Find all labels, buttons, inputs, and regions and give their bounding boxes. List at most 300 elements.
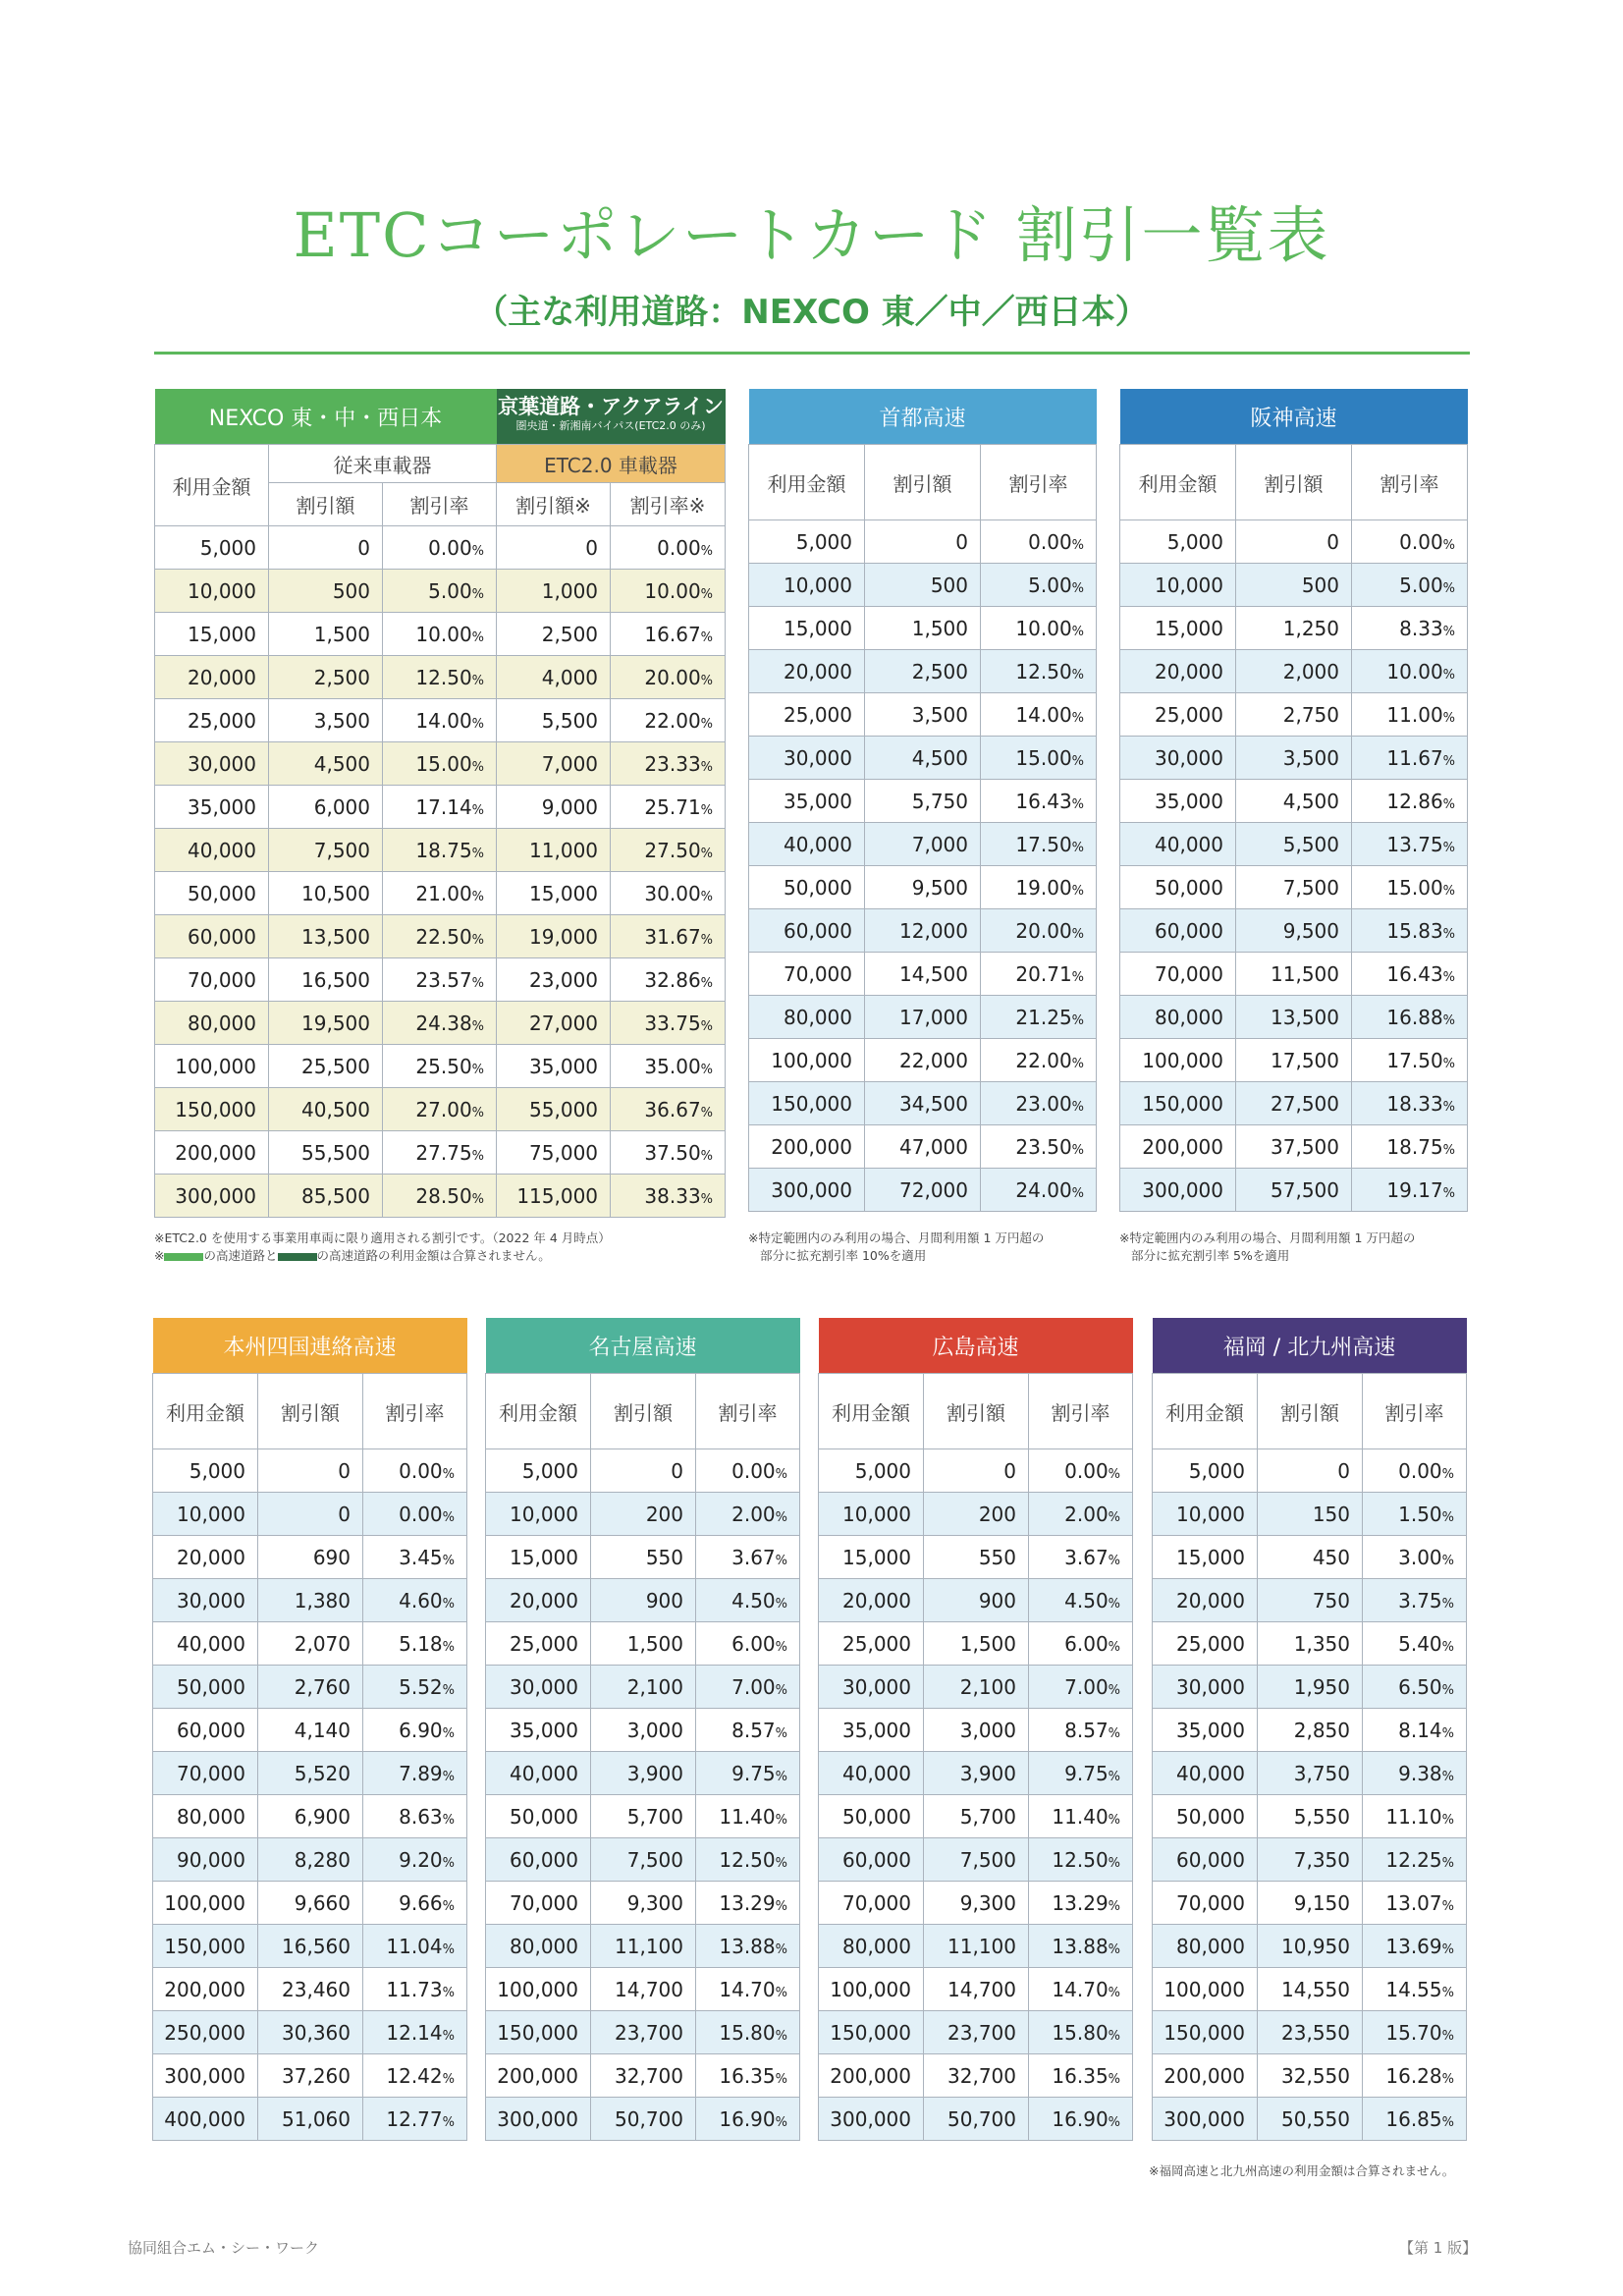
cell-amount: 70,000 xyxy=(155,958,269,1002)
table-row xyxy=(155,613,726,656)
cell-rate: 9.75 % xyxy=(1029,1752,1133,1795)
cell-rate: 3.67 % xyxy=(696,1536,800,1579)
cell-rate: 36.67 % xyxy=(611,1088,726,1131)
cell-discount: 9,660 xyxy=(258,1882,363,1925)
table-row xyxy=(749,1082,1097,1125)
cell-rate: 10.00 % xyxy=(1352,650,1468,693)
cell-amount: 35,000 xyxy=(749,780,865,823)
cell-rate: 38.33 % xyxy=(611,1175,726,1218)
cell-amount: 150,000 xyxy=(1153,2011,1258,2054)
cell-discount: 40,500 xyxy=(269,1088,383,1131)
cell-rate: 0.00 % xyxy=(363,1449,467,1493)
cell-rate: 11.67 % xyxy=(1352,737,1468,780)
table-row xyxy=(749,693,1097,737)
cell-discount: 11,100 xyxy=(591,1925,696,1968)
table-row xyxy=(486,2054,800,2098)
cell-rate: 19.00 % xyxy=(981,866,1097,909)
nexco-note-2-mid: の高速道路と xyxy=(203,1248,278,1263)
cell-discount: 9,150 xyxy=(1258,1882,1363,1925)
cell-rate: 20.00 % xyxy=(611,656,726,699)
cell-discount: 27,500 xyxy=(1236,1082,1352,1125)
cell-rate: 5.40 % xyxy=(1363,1622,1467,1666)
cell-amount: 50,000 xyxy=(1120,866,1236,909)
cell-rate: 23.50 % xyxy=(981,1125,1097,1169)
cell-amount: 60,000 xyxy=(1120,909,1236,953)
fukuoka-header: 福岡 / 北九州高速 xyxy=(1153,1318,1467,1374)
cell-amount: 70,000 xyxy=(1153,1882,1258,1925)
cell-amount: 150,000 xyxy=(486,2011,591,2054)
cell-discount: 55,500 xyxy=(269,1131,383,1175)
cell-amount: 20,000 xyxy=(1153,1579,1258,1622)
cell-discount: 51,060 xyxy=(258,2098,363,2141)
cell-amount: 5,000 xyxy=(819,1449,924,1493)
cell-rate: 7.00 % xyxy=(1029,1666,1133,1709)
cell-amount: 70,000 xyxy=(819,1882,924,1925)
nagoya-discount-table xyxy=(485,1318,800,2141)
cell-discount: 3,900 xyxy=(924,1752,1029,1795)
table-row xyxy=(153,1536,467,1579)
cell-rate: 4.50 % xyxy=(1029,1579,1133,1622)
cell-discount: 14,700 xyxy=(924,1968,1029,2011)
cell-rate: 0.00 % xyxy=(1029,1449,1133,1493)
cell-rate: 3.45 % xyxy=(363,1536,467,1579)
cell-discount: 19,500 xyxy=(269,1002,383,1045)
cell-rate: 19.17 % xyxy=(1352,1169,1468,1212)
cell-rate: 10.00 % xyxy=(383,613,497,656)
cell-discount: 500 xyxy=(269,570,383,613)
cell-discount: 3,500 xyxy=(1236,737,1352,780)
cell-rate: 14.00 % xyxy=(383,699,497,742)
cell-rate: 16.43 % xyxy=(981,780,1097,823)
cell-rate: 35.00 % xyxy=(611,1045,726,1088)
cell-discount: 550 xyxy=(924,1536,1029,1579)
table-row xyxy=(749,823,1097,866)
cell-amount: 200,000 xyxy=(819,2054,924,2098)
table-row xyxy=(819,1925,1133,1968)
cell-amount: 5,000 xyxy=(153,1449,258,1493)
cell-amount: 200,000 xyxy=(155,1131,269,1175)
table-row xyxy=(1120,693,1468,737)
table-row xyxy=(749,607,1097,650)
cell-rate: 17.50 % xyxy=(981,823,1097,866)
cell-discount: 35,000 xyxy=(497,1045,611,1088)
cell-discount: 5,700 xyxy=(591,1795,696,1838)
cell-amount: 300,000 xyxy=(486,2098,591,2141)
cell-rate: 14.55 % xyxy=(1363,1968,1467,2011)
cell-discount: 7,350 xyxy=(1258,1838,1363,1882)
shuto-discount-table xyxy=(748,389,1097,1212)
page-title: ETCコーポレートカード 割引一覧表 xyxy=(293,199,1330,271)
cell-amount: 70,000 xyxy=(486,1882,591,1925)
cell-rate: 24.38 % xyxy=(383,1002,497,1045)
table-row xyxy=(486,1882,800,1925)
cell-amount: 20,000 xyxy=(155,656,269,699)
cell-amount: 25,000 xyxy=(486,1622,591,1666)
table-row xyxy=(1153,1449,1467,1493)
cell-amount: 250,000 xyxy=(153,2011,258,2054)
table-row xyxy=(1153,1752,1467,1795)
cell-discount: 200 xyxy=(924,1493,1029,1536)
cell-discount: 5,520 xyxy=(258,1752,363,1795)
cell-amount: 35,000 xyxy=(155,786,269,829)
cell-amount: 35,000 xyxy=(819,1709,924,1752)
table-row xyxy=(749,953,1097,996)
shuto-note-2: 部分に拡充割引率 10%を適用 xyxy=(760,1248,927,1263)
cell-rate: 14.70 % xyxy=(696,1968,800,2011)
cell-rate: 4.50 % xyxy=(696,1579,800,1622)
cell-discount: 500 xyxy=(1236,564,1352,607)
cell-amount: 150,000 xyxy=(153,1925,258,1968)
cell-discount: 10,950 xyxy=(1258,1925,1363,1968)
cell-discount: 500 xyxy=(865,564,981,607)
table-row xyxy=(153,2011,467,2054)
cell-amount: 15,000 xyxy=(819,1536,924,1579)
cell-rate: 5.00 % xyxy=(981,564,1097,607)
cell-discount: 7,500 xyxy=(269,829,383,872)
cell-rate: 5.52 % xyxy=(363,1666,467,1709)
cell-discount: 37,500 xyxy=(1236,1125,1352,1169)
cell-discount: 750 xyxy=(1258,1579,1363,1622)
cell-discount: 0 xyxy=(497,526,611,570)
cell-discount: 2,750 xyxy=(1236,693,1352,737)
nexco-note-1: ※ETC2.0 を使用する事業用車両に限り適用される割引です。（2022 年 4 月時点） xyxy=(154,1230,611,1245)
table-row xyxy=(1120,1039,1468,1082)
cell-discount: 5,500 xyxy=(1236,823,1352,866)
table-row xyxy=(1153,1709,1467,1752)
cell-discount: 2,100 xyxy=(924,1666,1029,1709)
hanshin-header: 阪神高速 xyxy=(1120,389,1468,445)
table-row xyxy=(486,1579,800,1622)
cell-amount: 10,000 xyxy=(153,1493,258,1536)
cell-rate: 0.00 % xyxy=(383,526,497,570)
cell-amount: 25,000 xyxy=(819,1622,924,1666)
cell-discount: 150 xyxy=(1258,1493,1363,1536)
cell-rate: 16.90 % xyxy=(1029,2098,1133,2141)
cell-amount: 100,000 xyxy=(153,1882,258,1925)
cell-amount: 100,000 xyxy=(155,1045,269,1088)
col-rate: 割引率 xyxy=(696,1374,800,1449)
hiroshima-discount-table xyxy=(818,1318,1133,2141)
cell-rate: 23.00 % xyxy=(981,1082,1097,1125)
cell-rate: 25.71 % xyxy=(611,786,726,829)
cell-rate: 21.00 % xyxy=(383,872,497,915)
cell-rate: 11.40 % xyxy=(696,1795,800,1838)
table-row xyxy=(1120,520,1468,564)
cell-rate: 2.00 % xyxy=(1029,1493,1133,1536)
cell-discount: 5,700 xyxy=(924,1795,1029,1838)
cell-discount: 55,000 xyxy=(497,1088,611,1131)
table-row xyxy=(486,1622,800,1666)
table-row xyxy=(155,1131,726,1175)
cell-amount: 30,000 xyxy=(749,737,865,780)
table-row xyxy=(819,1449,1133,1493)
cell-amount: 35,000 xyxy=(1153,1709,1258,1752)
table-row xyxy=(749,780,1097,823)
table-row xyxy=(153,1882,467,1925)
cell-discount: 5,500 xyxy=(497,699,611,742)
cell-amount: 80,000 xyxy=(486,1925,591,1968)
cell-amount: 300,000 xyxy=(155,1175,269,1218)
cell-rate: 2.00 % xyxy=(696,1493,800,1536)
cell-discount: 23,700 xyxy=(924,2011,1029,2054)
cell-amount: 50,000 xyxy=(155,872,269,915)
cell-amount: 100,000 xyxy=(486,1968,591,2011)
cell-discount: 32,700 xyxy=(591,2054,696,2098)
col-rate: 割引率 xyxy=(981,445,1097,520)
table-row xyxy=(819,1709,1133,1752)
cell-rate: 12.14 % xyxy=(363,2011,467,2054)
cell-rate: 20.00 % xyxy=(981,909,1097,953)
col-discount: 割引額 xyxy=(1236,445,1352,520)
table-row xyxy=(1120,1169,1468,1212)
cell-rate: 5.18 % xyxy=(363,1622,467,1666)
cell-rate: 12.50 % xyxy=(696,1838,800,1882)
table-row xyxy=(155,1088,726,1131)
cell-rate: 30.00 % xyxy=(611,872,726,915)
cell-rate: 11.00 % xyxy=(1352,693,1468,737)
cell-amount: 100,000 xyxy=(1153,1968,1258,2011)
cell-rate: 14.00 % xyxy=(981,693,1097,737)
cell-amount: 200,000 xyxy=(153,1968,258,2011)
cell-discount: 1,000 xyxy=(497,570,611,613)
cell-discount: 2,850 xyxy=(1258,1709,1363,1752)
cell-amount: 40,000 xyxy=(486,1752,591,1795)
cell-rate: 23.33 % xyxy=(611,742,726,786)
cell-amount: 300,000 xyxy=(819,2098,924,2141)
table-row xyxy=(153,1838,467,1882)
cell-rate: 17.14 % xyxy=(383,786,497,829)
cell-rate: 16.35 % xyxy=(696,2054,800,2098)
cell-discount: 9,300 xyxy=(591,1882,696,1925)
cell-rate: 16.85 % xyxy=(1363,2098,1467,2141)
table-row xyxy=(155,829,726,872)
cell-discount: 0 xyxy=(865,520,981,564)
cell-discount: 19,000 xyxy=(497,915,611,958)
table-row xyxy=(749,520,1097,564)
title-divider xyxy=(154,352,1470,355)
cell-rate: 10.00 % xyxy=(981,607,1097,650)
table-row xyxy=(486,1493,800,1536)
table-row xyxy=(749,909,1097,953)
cell-discount: 2,500 xyxy=(269,656,383,699)
cell-amount: 100,000 xyxy=(749,1039,865,1082)
cell-discount: 14,500 xyxy=(865,953,981,996)
cell-amount: 10,000 xyxy=(1153,1493,1258,1536)
cell-amount: 30,000 xyxy=(1153,1666,1258,1709)
cell-discount: 22,000 xyxy=(865,1039,981,1082)
cell-amount: 5,000 xyxy=(155,526,269,570)
nexco-note-2 xyxy=(154,1247,743,1265)
cell-amount: 10,000 xyxy=(749,564,865,607)
cell-amount: 40,000 xyxy=(153,1622,258,1666)
table-row xyxy=(155,699,726,742)
cell-rate: 24.00 % xyxy=(981,1169,1097,1212)
col-amount: 利用金額 xyxy=(486,1374,591,1449)
cell-rate: 12.50 % xyxy=(1029,1838,1133,1882)
cell-discount: 32,550 xyxy=(1258,2054,1363,2098)
table-row xyxy=(486,1666,800,1709)
table-row xyxy=(486,1752,800,1795)
col-amount: 利用金額 xyxy=(1153,1374,1258,1449)
table-row xyxy=(1153,1838,1467,1882)
table-row xyxy=(819,1752,1133,1795)
cell-rate: 27.00 % xyxy=(383,1088,497,1131)
table-row xyxy=(1153,2098,1467,2141)
cell-amount: 80,000 xyxy=(153,1795,258,1838)
cell-amount: 40,000 xyxy=(155,829,269,872)
cell-rate: 22.50 % xyxy=(383,915,497,958)
cell-rate: 0.00 % xyxy=(363,1493,467,1536)
cell-amount: 70,000 xyxy=(749,953,865,996)
cell-discount: 0 xyxy=(258,1449,363,1493)
col-rate: 割引率 xyxy=(363,1374,467,1449)
cell-discount: 37,260 xyxy=(258,2054,363,2098)
nagoya-header: 名古屋高速 xyxy=(486,1318,800,1374)
cell-amount: 50,000 xyxy=(819,1795,924,1838)
cell-discount: 72,000 xyxy=(865,1169,981,1212)
cell-rate: 8.63 % xyxy=(363,1795,467,1838)
cell-amount: 200,000 xyxy=(1120,1125,1236,1169)
cell-amount: 30,000 xyxy=(153,1579,258,1622)
cell-rate: 12.50 % xyxy=(981,650,1097,693)
table-row xyxy=(153,1622,467,1666)
cell-amount: 70,000 xyxy=(1120,953,1236,996)
fukuoka-note: ※福岡高速と北九州高速の利用金額は合算されません。 xyxy=(1149,2163,1455,2178)
cell-discount: 85,500 xyxy=(269,1175,383,1218)
cell-rate: 13.29 % xyxy=(696,1882,800,1925)
cell-discount: 4,000 xyxy=(497,656,611,699)
table-row xyxy=(819,1622,1133,1666)
table-row xyxy=(819,1493,1133,1536)
cell-amount: 20,000 xyxy=(1120,650,1236,693)
cell-rate: 13.29 % xyxy=(1029,1882,1133,1925)
cell-amount: 40,000 xyxy=(1153,1752,1258,1795)
cell-amount: 100,000 xyxy=(1120,1039,1236,1082)
table-row xyxy=(749,564,1097,607)
cell-discount: 900 xyxy=(591,1579,696,1622)
cell-rate: 32.86 % xyxy=(611,958,726,1002)
table-row xyxy=(486,1449,800,1493)
col-amount: 利用金額 xyxy=(819,1374,924,1449)
cell-amount: 60,000 xyxy=(486,1838,591,1882)
table-row xyxy=(155,526,726,570)
table-row xyxy=(819,1838,1133,1882)
col-amount: 利用金額 xyxy=(749,445,865,520)
table-row xyxy=(486,1968,800,2011)
cell-discount: 11,000 xyxy=(497,829,611,872)
cell-rate: 0.00 % xyxy=(1363,1449,1467,1493)
table-row xyxy=(819,1579,1133,1622)
cell-discount: 3,000 xyxy=(924,1709,1029,1752)
hanshin-note-2: 部分に拡充割引率 5%を適用 xyxy=(1131,1248,1290,1263)
table-row xyxy=(749,866,1097,909)
table-row xyxy=(749,650,1097,693)
table-row xyxy=(155,570,726,613)
cell-rate: 15.00 % xyxy=(981,737,1097,780)
cell-discount: 1,950 xyxy=(1258,1666,1363,1709)
cell-amount: 25,000 xyxy=(749,693,865,737)
cell-rate: 16.67 % xyxy=(611,613,726,656)
table-row xyxy=(153,1968,467,2011)
cell-discount: 32,700 xyxy=(924,2054,1029,2098)
cell-discount: 6,000 xyxy=(269,786,383,829)
cell-rate: 8.33 % xyxy=(1352,607,1468,650)
cell-amount: 80,000 xyxy=(1120,996,1236,1039)
table-row xyxy=(155,958,726,1002)
cell-discount: 17,500 xyxy=(1236,1039,1352,1082)
cell-amount: 15,000 xyxy=(1120,607,1236,650)
table-row xyxy=(1153,1666,1467,1709)
table-row xyxy=(749,737,1097,780)
cell-rate: 12.42 % xyxy=(363,2054,467,2098)
cell-discount: 23,000 xyxy=(497,958,611,1002)
cell-discount: 7,500 xyxy=(591,1838,696,1882)
cell-amount: 100,000 xyxy=(819,1968,924,2011)
cell-rate: 7.89 % xyxy=(363,1752,467,1795)
cell-amount: 150,000 xyxy=(1120,1082,1236,1125)
page-subtitle: （主な利用道路：NEXCO 東／中／西日本） xyxy=(474,293,1149,332)
table-row xyxy=(1120,737,1468,780)
table-row xyxy=(819,1882,1133,1925)
table-row xyxy=(155,742,726,786)
cell-rate: 3.00 % xyxy=(1363,1536,1467,1579)
col-rate: 割引率 xyxy=(1363,1374,1467,1449)
cell-discount: 13,500 xyxy=(269,915,383,958)
honshi-discount-table xyxy=(152,1318,467,2141)
cell-amount: 150,000 xyxy=(749,1082,865,1125)
table-row xyxy=(153,2054,467,2098)
table-row xyxy=(155,1175,726,1218)
cell-rate: 1.50 % xyxy=(1363,1493,1467,1536)
table-row xyxy=(1153,1622,1467,1666)
cell-discount: 4,500 xyxy=(1236,780,1352,823)
cell-rate: 16.35 % xyxy=(1029,2054,1133,2098)
table-row xyxy=(1120,780,1468,823)
cell-discount: 1,500 xyxy=(269,613,383,656)
cell-amount: 30,000 xyxy=(819,1666,924,1709)
cell-rate: 5.00 % xyxy=(383,570,497,613)
table-row xyxy=(155,872,726,915)
cell-discount: 6,900 xyxy=(258,1795,363,1838)
cell-rate: 12.86 % xyxy=(1352,780,1468,823)
cell-amount: 400,000 xyxy=(153,2098,258,2141)
cell-rate: 6.00 % xyxy=(1029,1622,1133,1666)
table-row xyxy=(486,1536,800,1579)
cell-amount: 25,000 xyxy=(1120,693,1236,737)
table-row xyxy=(155,1002,726,1045)
cell-rate: 22.00 % xyxy=(981,1039,1097,1082)
cell-discount: 57,500 xyxy=(1236,1169,1352,1212)
cell-discount: 3,900 xyxy=(591,1752,696,1795)
table-row xyxy=(1120,1125,1468,1169)
cell-amount: 10,000 xyxy=(1120,564,1236,607)
cell-rate: 0.00 % xyxy=(1352,520,1468,564)
cell-rate: 11.10 % xyxy=(1363,1795,1467,1838)
table-row xyxy=(155,915,726,958)
cell-discount: 9,000 xyxy=(497,786,611,829)
cell-discount: 1,350 xyxy=(1258,1622,1363,1666)
table-row xyxy=(1120,996,1468,1039)
cell-discount: 2,000 xyxy=(1236,650,1352,693)
cell-discount: 200 xyxy=(591,1493,696,1536)
cell-amount: 20,000 xyxy=(153,1536,258,1579)
cell-rate: 28.50 % xyxy=(383,1175,497,1218)
cell-discount: 2,500 xyxy=(865,650,981,693)
table-row xyxy=(155,656,726,699)
shuto-note-1: ※特定範囲内のみ利用の場合、月間利用額 1 万円超の xyxy=(748,1230,1045,1245)
table-row xyxy=(1153,1925,1467,1968)
cell-amount: 300,000 xyxy=(749,1169,865,1212)
